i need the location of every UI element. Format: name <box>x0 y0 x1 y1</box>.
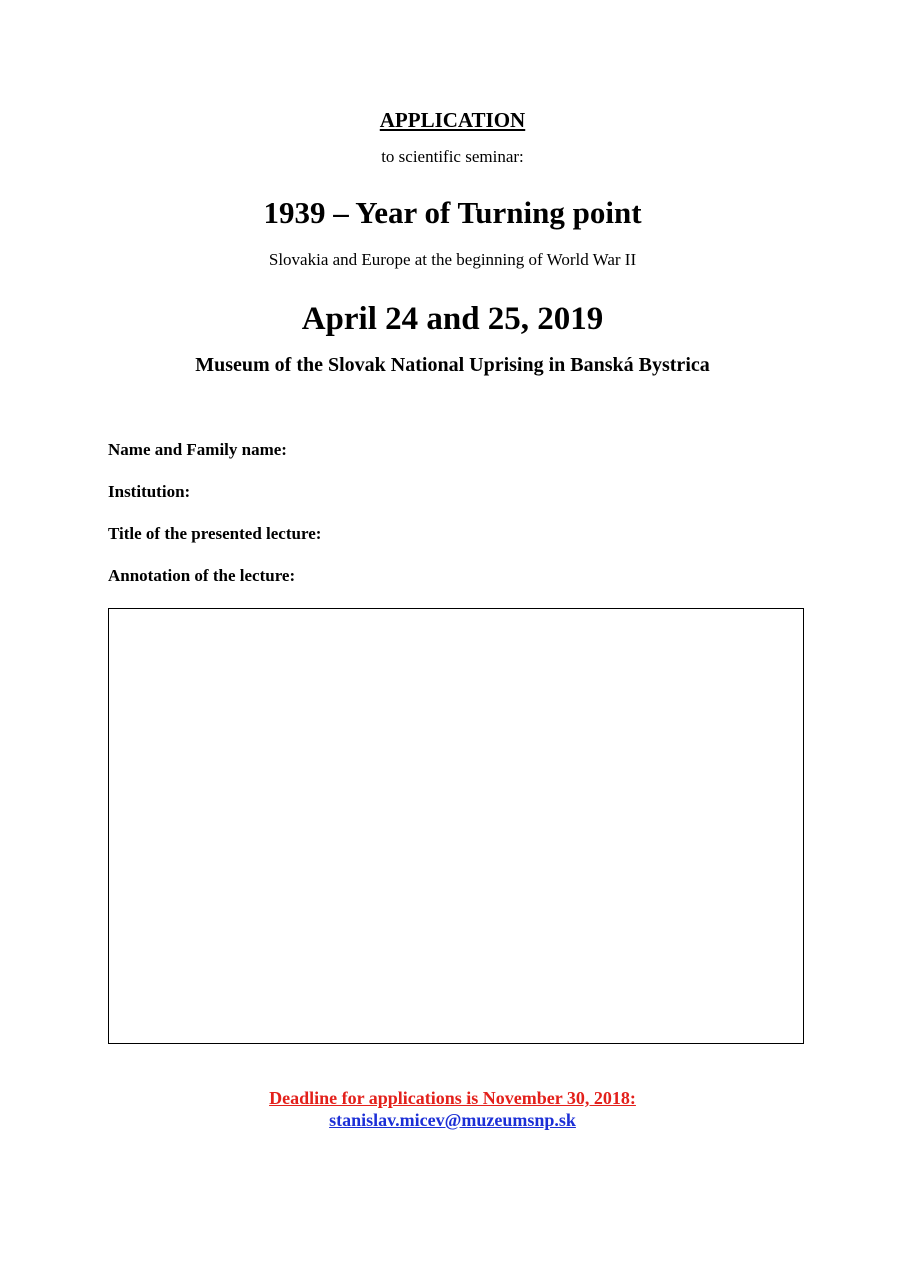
deadline-notice: Deadline for applications is November 30, 2018: <box>269 1088 636 1108</box>
institution-field-label: Institution: <box>108 482 191 501</box>
annotation-box[interactable] <box>108 608 804 1044</box>
document-heading: APPLICATION <box>379 108 526 132</box>
event-title: 1939 – Year of Turning point <box>263 195 642 230</box>
event-subtitle: Slovakia and Europe at the beginning of World War II <box>268 250 637 269</box>
event-venue: Museum of the Slovak National Uprising in Banská Bystrica <box>195 354 710 376</box>
document-intro: to scientific seminar: <box>381 147 524 166</box>
name-field-label: Name and Family name: <box>108 440 287 459</box>
annotation-field-label: Annotation of the lecture: <box>108 566 296 585</box>
event-date: April 24 and 25, 2019 <box>301 301 604 337</box>
lecture-title-field-label: Title of the presented lecture: <box>108 524 322 543</box>
contact-email-link[interactable]: stanislav.micev@muzeumsnp.sk <box>329 1110 576 1130</box>
